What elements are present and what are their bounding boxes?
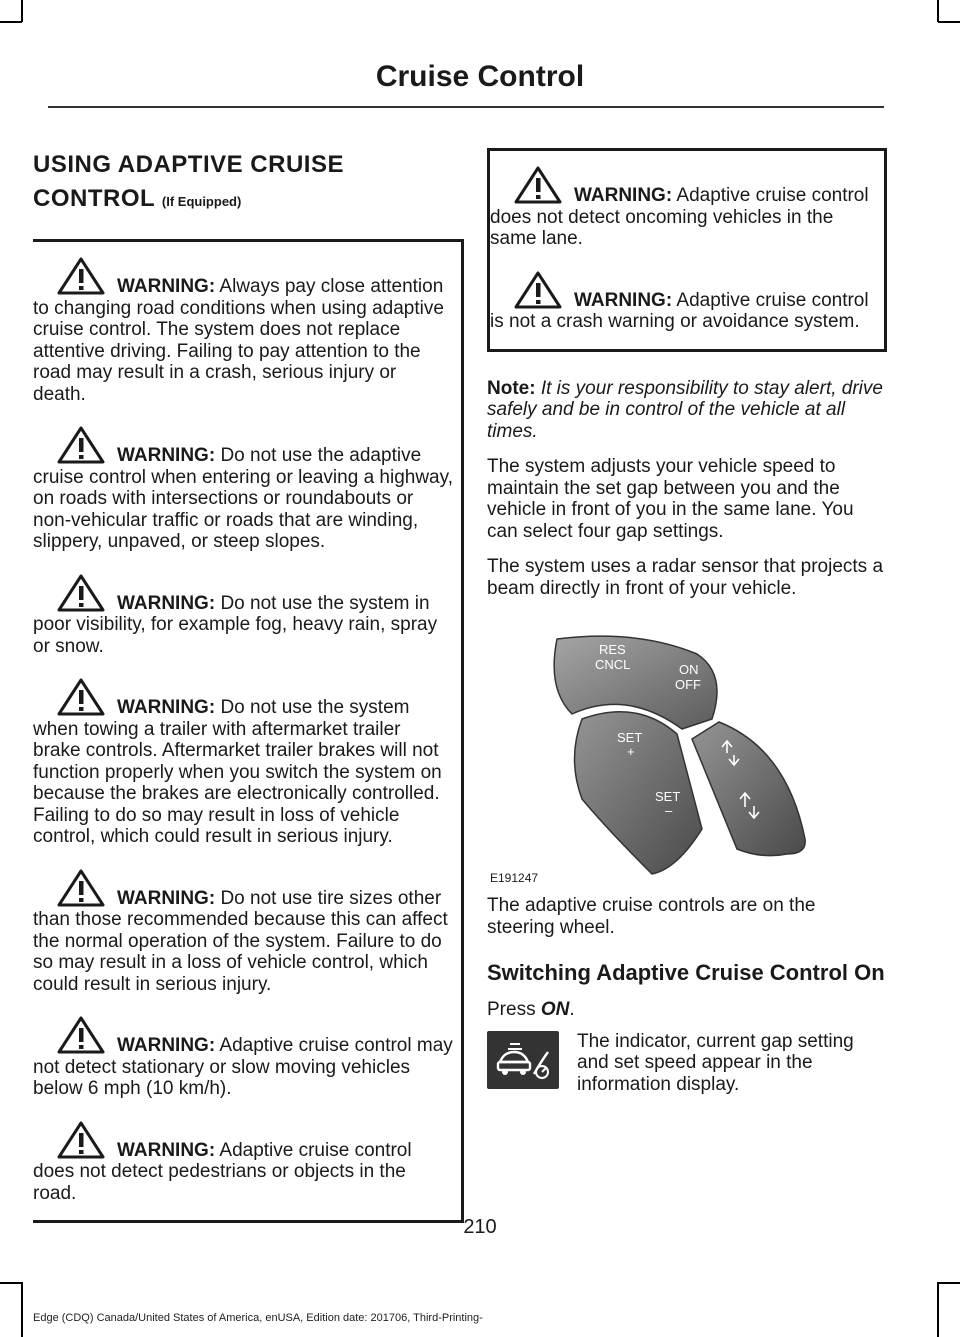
plus-label: +: [627, 744, 635, 759]
page-number: 210: [463, 1216, 497, 1238]
crop-mark-bottom-right-h: [938, 1282, 960, 1284]
indicator-description: The indicator, current gap setting and set speed appear in the information display.: [577, 1030, 854, 1095]
minus-label: –: [665, 803, 673, 818]
crop-mark-bottom-left-h: [0, 1282, 22, 1284]
cncl-label: CNCL: [595, 657, 631, 672]
warning-triangle-icon: [55, 573, 111, 613]
warning-item: WARNING: Do not use the system when towing a trailer with aftermarket trailer brake controls. Aftermarket trailer brakes will not function properly when you switch the system on because the brakes are electronically controlled. Failing to do so may result in loss of vehicle control, which could result in serious injury.: [33, 677, 453, 848]
crop-mark-top-right-h: [938, 21, 960, 23]
on-label: ON: [679, 662, 699, 677]
indicator-row: [487, 1031, 887, 1096]
header-rule: [48, 106, 884, 108]
steering-wheel-controls-figure: [487, 619, 887, 889]
crop-mark-top-right-v: [937, 0, 939, 22]
warning-box-right: [487, 148, 887, 352]
left-column: [33, 148, 453, 1223]
warning-triangle-icon: [55, 1015, 111, 1055]
set-plus-label: SET: [617, 730, 643, 745]
warning-triangle-icon: [55, 868, 111, 908]
crop-mark-top-left-v: [21, 0, 23, 22]
right-column: [487, 148, 887, 1095]
off-label: OFF: [675, 677, 701, 692]
warning-item: WARNING: Do not use the system in poor visibility, for example fog, heavy rain, spray or snow.: [33, 573, 453, 658]
crop-mark-top-left-h: [0, 21, 22, 23]
warning-item: WARNING: Adaptive cruise control may not detect stationary or slow moving vehicles below 6 mph (10 km/h).: [33, 1015, 453, 1100]
footer-edition: Edge (CDQ) Canada/United States of America, enUSA, Edition date: 201706, Third-Printing-: [33, 1312, 483, 1324]
adaptive-cruise-indicator-icon: [487, 1031, 559, 1089]
warning-triangle-icon: [512, 270, 568, 310]
warning-triangle-icon: [55, 425, 111, 465]
subsection-title: Switching Adaptive Cruise Control On: [487, 960, 885, 985]
warning-item: WARNING: Adaptive cruise control is not a crash warning or avoidance system.: [490, 270, 876, 333]
paragraph-gap-settings: The system adjusts your vehicle speed to maintain the set gap between you and the vehicle in front of you in the same lane. You can select four gap settings.: [487, 456, 854, 542]
warning-item: WARNING: Do not use the adaptive cruise control when entering or leaving a highway, on roads with intersections or roundabouts or non-vehicular traffic or roads that are winding, slippery, unpaved, or steep slopes.: [33, 425, 453, 553]
page-header-title: Cruise Control: [375, 60, 585, 93]
paragraph-controls-location: The adaptive cruise controls are on the steering wheel.: [487, 895, 816, 938]
warning-item: WARNING: Adaptive cruise control does not detect oncoming vehicles in the same lane.: [490, 165, 876, 250]
warning-box-left: [33, 239, 464, 1223]
warning-triangle-icon: [55, 1120, 111, 1160]
press-on-instruction: Press ON.: [487, 999, 575, 1020]
note: Note: It is your responsibility to stay alert, drive safely and be in control of the vehicle at all times.: [487, 377, 883, 442]
cruise-controls-illustration: [487, 619, 887, 889]
section-title: USING ADAPTIVE CRUISE CONTROL (If Equipped): [33, 151, 344, 212]
warning-triangle-icon: [55, 256, 111, 296]
set-minus-label: SET: [655, 789, 681, 804]
warning-item: WARNING: Do not use tire sizes other than those recommended because this can affect the normal operation of the system. Failure to do so may result in a loss of vehicle control, which could result in serious injury.: [33, 868, 453, 996]
warning-item: WARNING: Always pay close attention to changing road conditions when using adaptive cruise control. The system does not replace attentive driving. Failing to pay attention to the road may result in a crash, serious injury or death.: [33, 256, 453, 405]
figure-code: E191247: [490, 871, 539, 885]
section-qualifier: (If Equipped): [161, 194, 242, 209]
crop-mark-bottom-right-v: [937, 1282, 939, 1337]
res-label: RES: [599, 642, 626, 657]
crop-mark-bottom-left-v: [21, 1282, 23, 1337]
warning-item: WARNING: Adaptive cruise control does not detect pedestrians or objects in the road.: [33, 1120, 453, 1205]
paragraph-radar-sensor: The system uses a radar sensor that projects a beam directly in front of your vehicle.: [487, 556, 884, 599]
warning-triangle-icon: [512, 165, 568, 205]
warning-triangle-icon: [55, 677, 111, 717]
